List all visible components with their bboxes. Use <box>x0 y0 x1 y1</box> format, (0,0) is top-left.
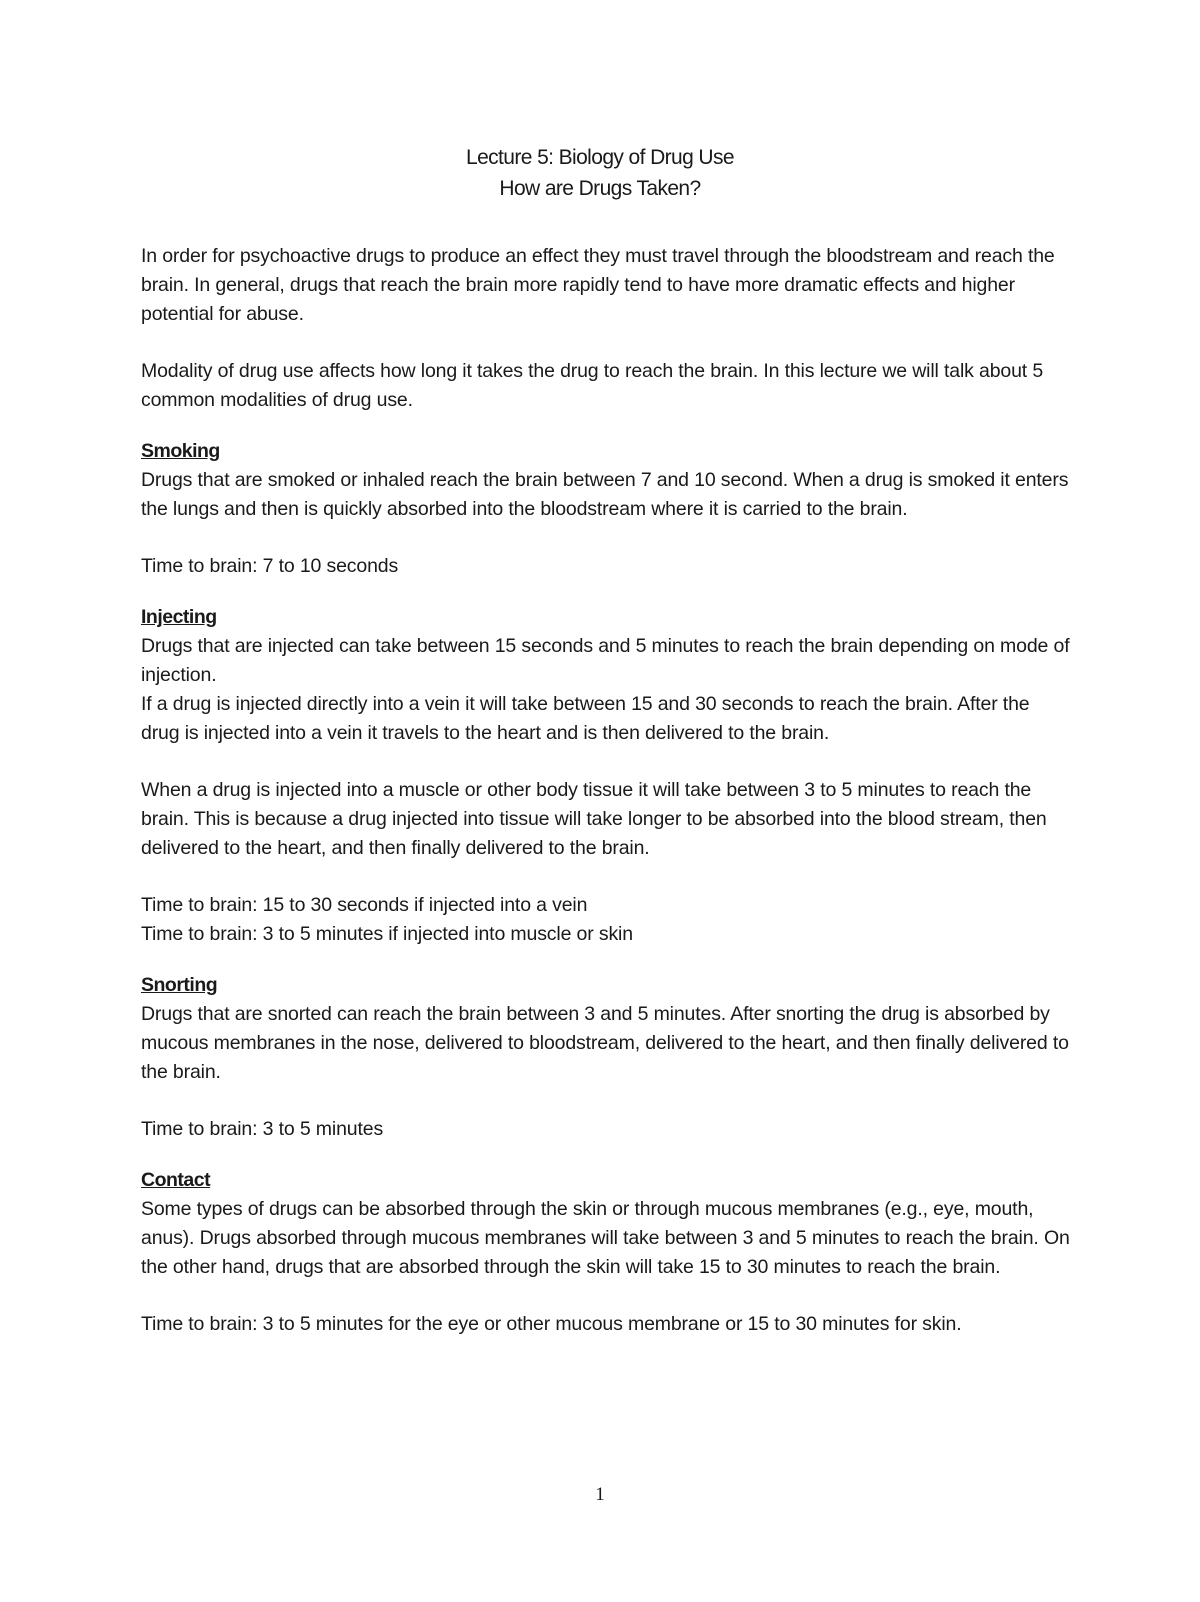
smoking-time: Time to brain: 7 to 10 seconds <box>141 555 399 577</box>
contact-body: Some types of drugs can be absorbed through the skin or through mucous membranes (e.g., eye, mouth, anus). Drugs absorbed through mucous membranes will take between 3 and 5 minutes to reach the brain. On the other hand, drugs that are absorbed through the skin will take 15 to 30 minutes to reach the brain. <box>141 1198 1070 1278</box>
injecting-body-2: If a drug is injected directly into a vein it will take between 15 and 30 seconds to reach the brain. After the drug is injected into a vein it travels to the heart and is then delivered to the brain. <box>141 693 1030 744</box>
page-title: Lecture 5: Biology of Drug Use <box>466 146 734 169</box>
injecting-time-vein: Time to brain: 15 to 30 seconds if injected into a vein <box>141 894 588 916</box>
title-block <box>0 142 1200 204</box>
snorting-body: Drugs that are snorted can reach the brain between 3 and 5 minutes. After snorting the drug is absorbed by mucous membranes in the nose, delivered to bloodstream, delivered to the heart, and then finally delivered to the brain. <box>141 1003 1069 1083</box>
section-heading-snorting: Snorting <box>141 974 218 996</box>
intro-paragraph-2: Modality of drug use affects how long it takes the drug to reach the brain. In this lecture we will talk about 5 common modalities of drug use. <box>141 360 1044 411</box>
intro-paragraph-1: In order for psychoactive drugs to produce an effect they must travel through the bloodstream and reach the brain. In general, drugs that reach the brain more rapidly tend to have more dramatic effects and higher potential for abuse. <box>141 245 1055 325</box>
snorting-time: Time to brain: 3 to 5 minutes <box>141 1118 384 1140</box>
document-body <box>141 242 1071 1339</box>
page-number: 1 <box>595 1484 605 1505</box>
section-heading-injecting: Injecting <box>141 606 217 628</box>
injecting-body-1: Drugs that are injected can take between 15 seconds and 5 minutes to reach the brain depending on mode of injection. <box>141 635 1070 686</box>
section-heading-smoking: Smoking <box>141 440 220 462</box>
page-subtitle: How are Drugs Taken? <box>499 177 701 200</box>
injecting-time-muscle: Time to brain: 3 to 5 minutes if injected into muscle or skin <box>141 923 633 945</box>
injecting-body-3: When a drug is injected into a muscle or other body tissue it will take between 3 to 5 minutes to reach the brain. This is because a drug injected into tissue will take longer to be absorbed into the blood stream, then delivered to the heart, and then finally delivered to the brain. <box>141 779 1047 859</box>
smoking-body: Drugs that are smoked or inhaled reach the brain between 7 and 10 second. When a drug is smoked it enters the lungs and then is quickly absorbed into the bloodstream where it is carried to the brain. <box>141 469 1069 520</box>
section-heading-contact: Contact <box>141 1169 211 1191</box>
contact-time: Time to brain: 3 to 5 minutes for the eye or other mucous membrane or 15 to 30 minutes for skin. <box>141 1313 962 1335</box>
